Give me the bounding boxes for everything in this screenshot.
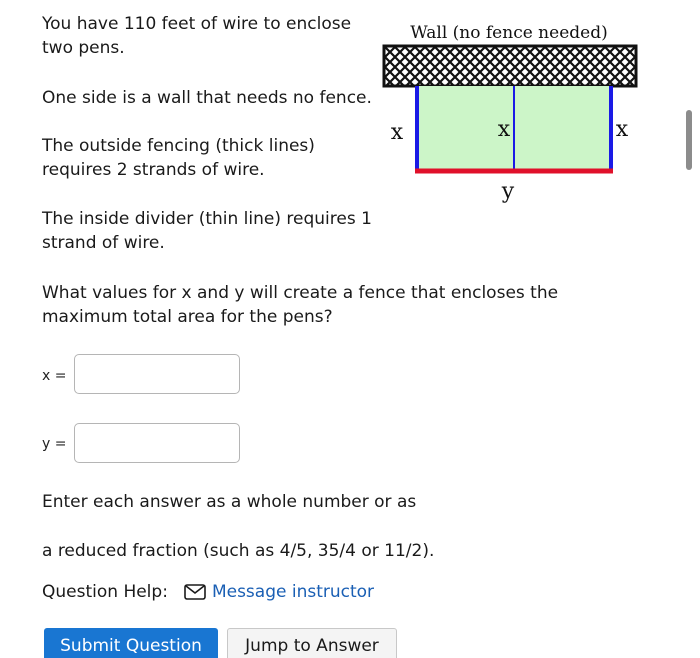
jump-to-answer-button[interactable]: Jump to Answer (227, 628, 397, 658)
answer-instruction-line-2: a reduced fraction (such as 4/5, 35/4 or 11/2). (42, 541, 435, 561)
wall-hatch (384, 46, 636, 86)
bottom-y-label: y (501, 179, 515, 204)
x-answer-input[interactable] (74, 354, 240, 394)
wall-label: Wall (no fence needed) (410, 23, 608, 43)
pen-diagram (380, 12, 640, 212)
left-x-label: x (390, 120, 404, 145)
submit-question-button[interactable]: Submit Question (44, 628, 218, 658)
y-answer-input[interactable] (74, 423, 240, 463)
x-answer-label: x = (42, 368, 67, 384)
divider-x-label: x (497, 117, 511, 142)
message-instructor-link[interactable] (184, 580, 374, 604)
problem-text-wire: You have 110 feet of wire to enclose two pens. (42, 14, 352, 58)
message-instructor-label: Message instructor (211, 582, 375, 602)
y-answer-label: y = (42, 436, 67, 452)
answer-instruction-line-1: Enter each answer as a whole number or as (42, 492, 417, 512)
problem-text-wall: One side is a wall that needs no fence. (42, 88, 372, 108)
problem-question: What values for x and y will create a fence that encloses the maximum total area for the pens? (42, 283, 559, 327)
question-help-row (42, 580, 374, 604)
scrollbar-thumb[interactable] (686, 110, 692, 170)
question-help-label: Question Help: (42, 582, 168, 602)
right-x-label: x (615, 117, 629, 142)
problem-text-divider: The inside divider (thin line) requires 1 strand of wire. (42, 209, 372, 253)
mail-icon (184, 584, 206, 600)
problem-text-outside-fence: The outside fencing (thick lines) requires 2 strands of wire. (42, 136, 315, 180)
